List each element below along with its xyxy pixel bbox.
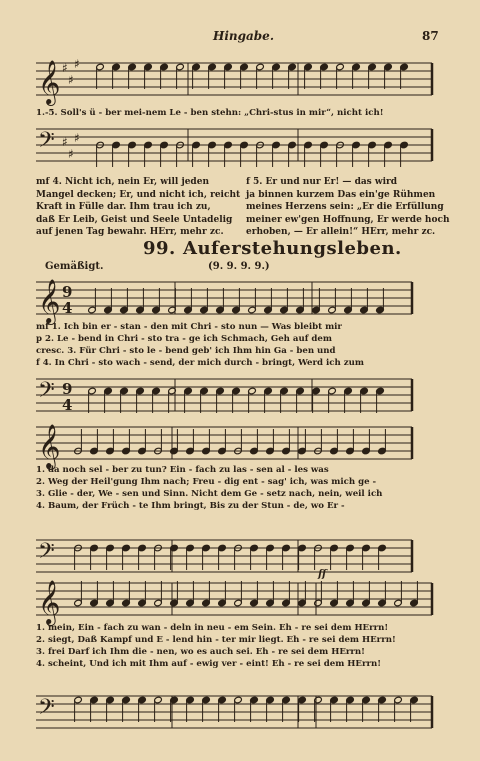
- time-signature-bottom: 4: [62, 396, 73, 414]
- dynamic-ff: ff: [318, 569, 327, 580]
- running-header: Hingabe.: [213, 29, 274, 43]
- music-system-1-treble: [0, 274, 480, 324]
- music-system-2-treble: [0, 419, 480, 469]
- sharp-icon: ♯: [68, 73, 74, 87]
- treble-clef-icon: 𝄞: [38, 60, 61, 104]
- bass-clef-icon: 𝄢: [38, 539, 55, 569]
- system-2-lyrics: 1. da noch sel - ber zu tun? Ein - fach zu las - sen al - les was 2. Weg der Heil'gung Ihm nach; Freu - dig ent - sag' ich, was mich ge - 3. Glie - der, We - sen und Sinn. Nicht dem Ge - setz nach, nein, weil ich 4. Baum, der Früch - te Ihm bringt, Bis zu der Stun - de, wo Er -: [36, 465, 383, 511]
- page-number: 87: [422, 29, 439, 43]
- time-signature-top: 9: [62, 380, 73, 398]
- sharp-icon: ♯: [62, 135, 68, 149]
- bass-clef-icon: 𝄢: [38, 695, 55, 725]
- prev-hymn-verse-4: mf 4. Nicht ich, nein Er, will jeden Mangel decken; Er, und nicht ich, reicht Kraft in Fülle dar. Ihm trau ich zu, daß Er Leib, Geist und Seele Untadelig auf jenen Tag bewahr. HErr, mehr zc.: [36, 177, 241, 237]
- system-3-lyrics: 1. mein, Ein - fach zu wan - deln in neu - em Sein. Eh - re sei dem HErrn! 2. siegt, Daß Kampf und E - lend hin - ter mir liegt. Eh - re sei dem HErrn! 3. frei Darf ich Ihm die - nen, wo es auch sei. Eh - re sei dem HErrn! 4. scheint, Und ich mit Ihm auf - ewig ver - eint! Eh - re sei dem HErrn!: [36, 623, 396, 669]
- prev-hymn-verse-5: f 5. Er und nur Er! — das wird ja binnen kurzem Das ein'ge Rühmen meines Herzens sein: „Er die Erfüllung meiner ew'gen Hoffnung, Er werde hoch erhoben, — Er allein!“ HErr, mehr zc.: [246, 177, 450, 237]
- treble-clef-icon: 𝄞: [38, 580, 61, 624]
- time-signature-bottom: 4: [62, 299, 73, 317]
- music-system-1-bass: [0, 371, 480, 421]
- system-1-lyrics: mf 1. Ich bin er - stan - den mit Chri - sto nun — Was bleibt mir p 2. Le - bend in Chri - sto tra - ge ich Schmach, Geh auf dem cresc. 3. Für Chri - sto le - bend geb' ich Ihm hin Ga - ben und f 4. In Chri - sto wach - send, der mich durch - bringt, Werd ich zum: [36, 322, 364, 368]
- treble-clef-icon: 𝄞: [38, 424, 61, 468]
- bass-clef-icon: 𝄢: [38, 378, 55, 408]
- music-system-prev-bass: [0, 121, 480, 171]
- sharp-icon: ♯: [68, 147, 74, 161]
- tempo-marking: Gemäßigt.: [45, 261, 104, 272]
- music-system-3-treble: [0, 575, 480, 625]
- music-system-3-bass: [0, 688, 480, 738]
- music-system-prev-treble: [0, 55, 480, 105]
- treble-clef-icon: 𝄞: [38, 279, 61, 323]
- time-signature-top: 9: [62, 283, 73, 301]
- hymn-title: Auferstehungsleben.: [183, 238, 402, 259]
- sharp-icon: ♯: [62, 61, 68, 75]
- sharp-icon: ♯: [74, 131, 80, 145]
- prev-hymn-refrain-lyric: 1.-5. Soll's ü - ber mei-nem Le - ben stehn: „Chri-stus in mir“, nicht ich!: [36, 108, 384, 118]
- hymn-number: 99.: [143, 238, 176, 259]
- sharp-icon: ♯: [74, 57, 80, 71]
- bass-clef-icon: 𝄢: [38, 128, 55, 158]
- meter-marking: (9. 9. 9. 9.): [208, 261, 270, 272]
